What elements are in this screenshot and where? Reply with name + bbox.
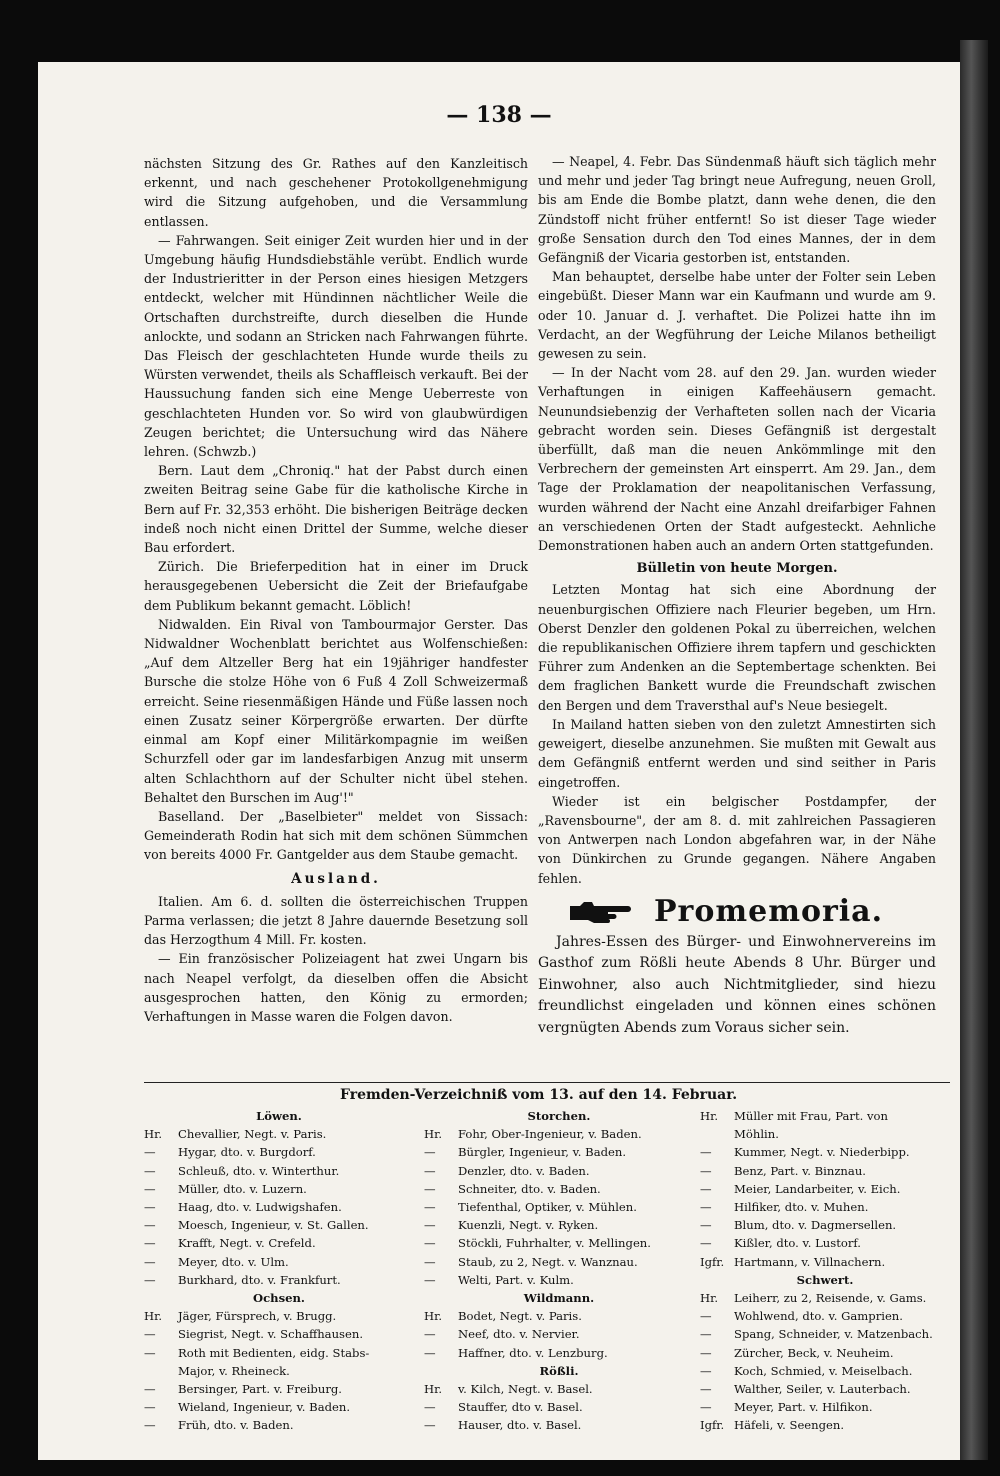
guest-entry bbox=[700, 1398, 950, 1416]
hotel-heading: Storchen. bbox=[527, 1109, 591, 1123]
guest-name: Welti, Part. v. Kulm. bbox=[458, 1272, 574, 1287]
guest-title: — bbox=[144, 1181, 156, 1196]
guest-name: v. Kilch, Negt. v. Basel. bbox=[458, 1382, 593, 1397]
guest-title: — bbox=[144, 1382, 156, 1397]
guest-title: Hr. bbox=[424, 1309, 443, 1324]
guest-name: Bodet, Negt. v. Paris. bbox=[458, 1309, 582, 1324]
guest-name: Müller, dto. v. Luzern. bbox=[178, 1181, 307, 1196]
guest-entry bbox=[144, 1307, 414, 1325]
guest-title: — bbox=[700, 1145, 712, 1160]
guest-title: — bbox=[700, 1400, 712, 1415]
guest-entry bbox=[700, 1416, 950, 1434]
guest-entry bbox=[144, 1344, 414, 1362]
guest-entry bbox=[144, 1125, 414, 1143]
guest-title: — bbox=[424, 1272, 436, 1287]
hotel-heading: Löwen. bbox=[256, 1109, 302, 1123]
fremden-verzeichnis bbox=[144, 1076, 950, 1460]
guest-name: Chevallier, Negt. v. Paris. bbox=[178, 1127, 327, 1142]
guest-entry bbox=[144, 1180, 414, 1198]
guest-name: Haag, dto. v. Ludwigshafen. bbox=[178, 1200, 342, 1215]
guest-entry bbox=[424, 1380, 694, 1398]
guest-name: Schleuß, dto. v. Winterthur. bbox=[178, 1163, 340, 1178]
promemoria-body bbox=[538, 932, 936, 1040]
guest-name: Kißler, dto. v. Lustorf. bbox=[734, 1236, 861, 1251]
guest-entry bbox=[144, 1253, 414, 1271]
guest-name: Walther, Seiler, v. Lauterbach. bbox=[734, 1382, 911, 1397]
guest-name: Bürgler, Ingenieur, v. Baden. bbox=[458, 1145, 627, 1160]
hotel-heading: Rößli. bbox=[539, 1363, 579, 1378]
guest-title: — bbox=[700, 1382, 712, 1397]
section-rule bbox=[144, 1082, 950, 1083]
pointing-hand-icon bbox=[568, 898, 634, 926]
paragraph: Baselland. Der „Baselbieter" meldet von Sissach: Gemeinderath Rodin hat sich mit dem schönen Sümmchen von bereits 4000 Fr. Gantgelder aus dem Staube gemacht. bbox=[144, 808, 528, 863]
guest-name: Hygar, dto. v. Burgdorf. bbox=[178, 1145, 316, 1160]
guest-entry bbox=[700, 1143, 950, 1161]
guest-name: Hartmann, v. Villnachern. bbox=[734, 1254, 886, 1269]
guest-title: — bbox=[424, 1327, 436, 1342]
guest-entry bbox=[144, 1362, 414, 1380]
paragraph: — Neapel, 4. Febr. Das Sündenmaß häuft sich täglich mehr und mehr und jeder Tag bringt neue Aufregung, neuen Groll, bis am Ende die Bombe platzt, dann wehe denen, die den Zündstoff nicht früher entfernt! So ist dieser Tage wieder große Sensation durch den Tod eines Mannes, der in dem Gefängniß der Vicaria gestorben ist, entstanden. bbox=[538, 154, 936, 266]
guest-entry bbox=[144, 1198, 414, 1216]
guest-name: Haffner, dto. v. Lenzburg. bbox=[458, 1345, 608, 1360]
guest-title: — bbox=[144, 1145, 156, 1160]
guest-entry bbox=[424, 1253, 694, 1271]
paragraph: Italien. Am 6. d. sollten die österreichischen Truppen Parma verlassen; die jetzt 8 Jahre dauernde Besetzung soll das Herzogthum 4 Mill. Fr. kosten. bbox=[144, 893, 528, 948]
guest-title: — bbox=[144, 1254, 156, 1269]
paragraph: — Ein französischer Polizeiagent hat zwei Ungarn bis nach Neapel verfolgt, da dieselben offen die Absicht ausgesprochen hatten, den König zu ermorden; Verhaftungen in Masse waren die Folgen davon. bbox=[144, 951, 528, 1024]
paragraph: nächsten Sitzung des Gr. Rathes auf den Kanzleitisch erkennt, und nach geschehener Protokollgenehmigung wird die Sitzung aufgehoben, und die Versammlung entlassen. bbox=[144, 156, 528, 229]
guest-title: — bbox=[424, 1236, 436, 1251]
guest-title: — bbox=[144, 1345, 156, 1360]
guest-title: — bbox=[424, 1254, 436, 1269]
guest-name: Bersinger, Part. v. Freiburg. bbox=[178, 1382, 342, 1397]
guest-name: Kuenzli, Negt. v. Ryken. bbox=[458, 1218, 599, 1233]
guest-title: — bbox=[424, 1181, 436, 1196]
guest-title: Igfr. bbox=[700, 1254, 725, 1269]
guest-title: Hr. bbox=[144, 1309, 163, 1324]
guest-entry bbox=[700, 1162, 950, 1180]
fremden-column-2 bbox=[424, 1107, 694, 1435]
paragraph: — Fahrwangen. Seit einiger Zeit wurden hier und in der Umgebung häufig Hundsdiebstähle verübt. Endlich wurde der Industrieritter in der Person eines hiesigen Metzgers entdeckt, welcher mit Hündinnen nächtlicher Weile die Ortschaften durchstreifte, durch dieselben die Hunde anlockte, und sodann an Stricken nach Fahrwangen führte. Das Fleisch der geschlachteten Hunde wurde theils zu Würsten verwendet, theils als Schaffleisch verkauft. Bei der Haussuchung fanden sich eine Menge Ueberreste von geschlachteten Hunden vor. So wird von glaubwürdigen Zeugen berichtet; die Untersuchung wird das Nähere lehren. (Schwzb.) bbox=[144, 232, 528, 460]
guest-title: — bbox=[424, 1400, 436, 1415]
guest-name: Koch, Schmied, v. Meiselbach. bbox=[734, 1363, 913, 1378]
newspaper-page bbox=[38, 62, 960, 1460]
guest-entry bbox=[700, 1125, 950, 1143]
guest-entry bbox=[700, 1180, 950, 1198]
guest-name: Tiefenthal, Optiker, v. Mühlen. bbox=[458, 1200, 637, 1215]
guest-name: Früh, dto. v. Baden. bbox=[178, 1418, 294, 1433]
guest-name: Möhlin. bbox=[734, 1127, 779, 1142]
guest-title: — bbox=[424, 1163, 436, 1178]
guest-entry bbox=[424, 1180, 694, 1198]
promemoria-header bbox=[568, 894, 936, 930]
guest-entry bbox=[700, 1107, 950, 1125]
guest-name: Benz, Part. v. Binznau. bbox=[734, 1163, 866, 1178]
guest-entry bbox=[144, 1398, 414, 1416]
guest-name: Hilfiker, dto. v. Muhen. bbox=[734, 1200, 869, 1215]
guest-title: — bbox=[144, 1418, 156, 1433]
bulletin-heading: Bülletin von heute Morgen. bbox=[636, 561, 838, 577]
guest-entry bbox=[144, 1380, 414, 1398]
guest-title: — bbox=[700, 1236, 712, 1251]
guest-title: — bbox=[144, 1400, 156, 1415]
guest-title: — bbox=[144, 1327, 156, 1342]
guest-name: Müller mit Frau, Part. von bbox=[734, 1109, 888, 1123]
guest-title: — bbox=[144, 1163, 156, 1178]
guest-title: — bbox=[700, 1327, 712, 1342]
guest-title: — bbox=[144, 1200, 156, 1215]
guest-title: — bbox=[700, 1309, 712, 1324]
guest-entry bbox=[144, 1234, 414, 1252]
guest-name: Meyer, dto. v. Ulm. bbox=[178, 1254, 289, 1269]
right-column bbox=[538, 152, 936, 1039]
guest-name: Zürcher, Beck, v. Neuheim. bbox=[734, 1345, 894, 1360]
guest-entry bbox=[424, 1307, 694, 1325]
guest-name: Burkhard, dto. v. Frankfurt. bbox=[178, 1272, 341, 1287]
guest-name: Moesch, Ingenieur, v. St. Gallen. bbox=[178, 1218, 369, 1233]
guest-name: Siegrist, Negt. v. Schaffhausen. bbox=[178, 1327, 364, 1342]
guest-title: — bbox=[700, 1363, 712, 1378]
paragraph: Zürich. Die Brieferpedition hat in einer im Druck herausgegebenen Uebersicht die Zeit der Briefaufgabe dem Publikum bekannt gemacht. Löblich! bbox=[144, 559, 528, 613]
guest-entry bbox=[144, 1216, 414, 1234]
guest-name: Staub, zu 2, Negt. v. Wanznau. bbox=[458, 1254, 638, 1269]
guest-entry bbox=[424, 1162, 694, 1180]
guest-entry bbox=[700, 1253, 950, 1271]
guest-title: — bbox=[144, 1218, 156, 1233]
guest-name: Meyer, Part. v. Hilfikon. bbox=[734, 1400, 873, 1415]
guest-title: — bbox=[424, 1418, 436, 1433]
bulletin-paragraphs bbox=[538, 580, 936, 887]
book-spine bbox=[960, 40, 988, 1460]
guest-title: — bbox=[424, 1345, 436, 1360]
guest-name: Hauser, dto. v. Basel. bbox=[458, 1418, 582, 1433]
paragraph: Man behauptet, derselbe habe unter der Folter sein Leben eingebüßt. Dieser Mann war ein Kaufmann und wurde am 9. oder 10. Januar d. J. verhaftet. Die Polizei hatte ihn im Verdacht, an der Wegführung der Leiche Milanos betheiligt gewesen zu sein. bbox=[538, 269, 936, 362]
promemoria-title: Promemoria. bbox=[654, 894, 884, 930]
guest-title: Hr. bbox=[424, 1127, 443, 1142]
guest-title: Hr. bbox=[144, 1127, 163, 1142]
guest-title: — bbox=[424, 1145, 436, 1160]
guest-entry bbox=[700, 1344, 950, 1362]
guest-name: Meier, Landarbeiter, v. Eich. bbox=[734, 1181, 901, 1196]
guest-entry bbox=[700, 1289, 950, 1307]
guest-name: Schneiter, dto. v. Baden. bbox=[458, 1181, 601, 1196]
guest-title: Igfr. bbox=[700, 1418, 725, 1433]
guest-title: — bbox=[700, 1163, 712, 1178]
guest-title: Hr. bbox=[700, 1291, 719, 1306]
guest-name: Stöckli, Fuhrhalter, v. Mellingen. bbox=[458, 1236, 651, 1251]
guest-entry bbox=[424, 1198, 694, 1216]
guest-name: Krafft, Negt. v. Crefeld. bbox=[178, 1236, 316, 1251]
guest-name: Häfeli, v. Seengen. bbox=[734, 1418, 845, 1433]
ausland-heading: Ausland. bbox=[291, 870, 381, 887]
guest-entry bbox=[700, 1380, 950, 1398]
guest-entry bbox=[144, 1143, 414, 1161]
guest-entry bbox=[424, 1271, 694, 1289]
guest-name: Wieland, Ingenieur, v. Baden. bbox=[178, 1400, 351, 1415]
guest-entry bbox=[424, 1416, 694, 1434]
fremden-columns bbox=[144, 1103, 950, 1460]
guest-entry bbox=[424, 1398, 694, 1416]
guest-entry bbox=[700, 1198, 950, 1216]
guest-name: Kummer, Negt. v. Niederbipp. bbox=[734, 1145, 910, 1160]
guest-name: Neef, dto. v. Nervier. bbox=[458, 1327, 580, 1342]
guest-title: — bbox=[424, 1200, 436, 1215]
guest-title: — bbox=[700, 1345, 712, 1360]
guest-entry bbox=[424, 1234, 694, 1252]
guest-entry bbox=[700, 1325, 950, 1343]
guest-entry bbox=[424, 1344, 694, 1362]
guest-entry bbox=[700, 1362, 950, 1380]
fremden-title: Fremden-Verzeichniß vom 13. auf den 14. Februar. bbox=[340, 1087, 738, 1103]
guest-title: Hr. bbox=[700, 1109, 719, 1123]
guest-entry bbox=[424, 1325, 694, 1343]
guest-name: Blum, dto. v. Dagmersellen. bbox=[734, 1218, 897, 1233]
ausland-paragraphs bbox=[144, 892, 528, 1026]
guest-title: — bbox=[700, 1218, 712, 1233]
guest-entry bbox=[700, 1216, 950, 1234]
guest-entry bbox=[424, 1143, 694, 1161]
hotel-heading: Ochsen. bbox=[253, 1291, 305, 1306]
guest-title: — bbox=[424, 1218, 436, 1233]
guest-entry bbox=[700, 1234, 950, 1252]
paragraph: — In der Nacht vom 28. auf den 29. Jan. wurden wieder Verhaftungen in einigen Kaffeehäusern gemacht. Neunundsiebenzig der Verhafteten sollen nach der Vicaria gebracht worden sein. Dieses Gefängniß ist dergestalt überfüllt, daß man die neuen Ankömmlinge mit den Verbrechern der gemeinsten Art einsperrt. Am 29. Jan., dem Tage der Proklamation der neapolitanischen Verfassung, wurden während der Nacht eine Anzahl dreifarbiger Fahnen an verschiedenen Orten der Stadt aufgesteckt. Aehnliche Demonstrationen haben auch an andern Orten stattgefunden. bbox=[538, 365, 936, 554]
guest-name: Fohr, Ober-Ingenieur, v. Baden. bbox=[458, 1127, 642, 1142]
guest-name: Wohlwend, dto. v. Gamprien. bbox=[734, 1309, 903, 1324]
paragraph: Letzten Montag hat sich eine Abordnung der neuenburgischen Offiziere nach Fleurier begeben, um Hrn. Oberst Denzler den goldenen Pokal zu überreichen, welchen die republikanischen Offiziere ihrem tapfern und geschickten Führer zum Andenken an die Septembertage schenkten. Bei dem fraglichen Bankett wurde die Freundschaft zwischen den Bergen und dem Traversthal auf's Neue besiegelt. bbox=[538, 582, 936, 713]
guest-entry bbox=[144, 1162, 414, 1180]
page-number: — 138 — bbox=[446, 102, 552, 128]
guest-name: Stauffer, dto v. Basel. bbox=[458, 1400, 583, 1415]
guest-entry bbox=[424, 1216, 694, 1234]
hotel-heading: Wildmann. bbox=[523, 1291, 595, 1306]
guest-title: — bbox=[700, 1200, 712, 1215]
left-column bbox=[144, 154, 528, 1026]
guest-title: — bbox=[144, 1272, 156, 1287]
paragraph: Nidwalden. Ein Rival von Tambourmajor Gerster. Das Nidwaldner Wochenblatt berichtet aus Wolfenschießen: „Auf dem Altzeller Berg hat ein 19jähriger handfester Bursche die stolze Höhe von 6 Fuß 4 Zoll Schweizermaß erreicht. Seine riesenmäßigen Hände und Füße lassen noch einen Zusatz seiner Körpergröße erwarten. Der dürfte einmal am Kopf einer Militärkompagnie im weißen Schurzfell oder gar im landesfarbigen Anzug mit unserm alten Schlachthorn auf der Schulter nicht übel stehen. Behaltet den Burschen im Aug'!" bbox=[144, 616, 528, 805]
paragraph: In Mailand hatten sieben von den zuletzt Amnestirten sich geweigert, dieselbe anzunehmen. Sie mußten mit Gewalt aus dem Gefängniß entfernt werden und sind seither in Paris eingetroffen. bbox=[538, 716, 936, 790]
guest-entry bbox=[144, 1271, 414, 1289]
left-paragraphs bbox=[144, 154, 528, 865]
guest-entry bbox=[144, 1325, 414, 1343]
fremden-column-1 bbox=[144, 1107, 414, 1435]
guest-title: — bbox=[700, 1181, 712, 1196]
guest-title: — bbox=[144, 1236, 156, 1251]
guest-name: Denzler, dto. v. Baden. bbox=[458, 1163, 590, 1178]
guest-title: Hr. bbox=[424, 1382, 443, 1397]
guest-entry bbox=[144, 1416, 414, 1434]
guest-name: Jäger, Fürsprech, v. Brugg. bbox=[178, 1309, 337, 1324]
right-paragraphs bbox=[538, 152, 936, 555]
guest-name: Roth mit Bedienten, eidg. Stabs- bbox=[178, 1345, 370, 1360]
guest-name: Major, v. Rheineck. bbox=[178, 1363, 290, 1378]
paragraph: Wieder ist ein belgischer Postdampfer, der „Ravensbourne", der am 8. d. mit zahlreichen Passagieren von Antwerpen nach London abgefahren war, in der Nähe von Dünkirchen zu Grunde gegangen. Nähere Angaben fehlen. bbox=[538, 793, 936, 886]
hotel-heading: Schwert. bbox=[796, 1272, 854, 1287]
guest-name: Spang, Schneider, v. Matzenbach. bbox=[734, 1327, 933, 1342]
guest-name: Leiherr, zu 2, Reisende, v. Gams. bbox=[734, 1291, 927, 1306]
paragraph: Bern. Laut dem „Chroniq." hat der Pabst durch einen zweiten Beitrag seine Gabe für die katholische Kirche in Bern auf Fr. 32,353 erhöht. Die bisherigen Beiträge decken indeß noch nicht einen Drittel der Summe, welche dieser Bau erfordert. bbox=[144, 463, 528, 556]
fremden-column-3 bbox=[700, 1107, 950, 1435]
promemoria-text: Jahres-Essen des Bürger- und Einwohnervereins im Gasthof zum Rößli heute Abends 8 Uhr. Bürger und Einwohner, also auch Nichtmitglieder, sind hiezu freundlichst eingeladen und können eines schönen vergnügten Abends zum Voraus sicher sein. bbox=[538, 933, 936, 1036]
guest-entry bbox=[424, 1125, 694, 1143]
guest-entry bbox=[700, 1307, 950, 1325]
